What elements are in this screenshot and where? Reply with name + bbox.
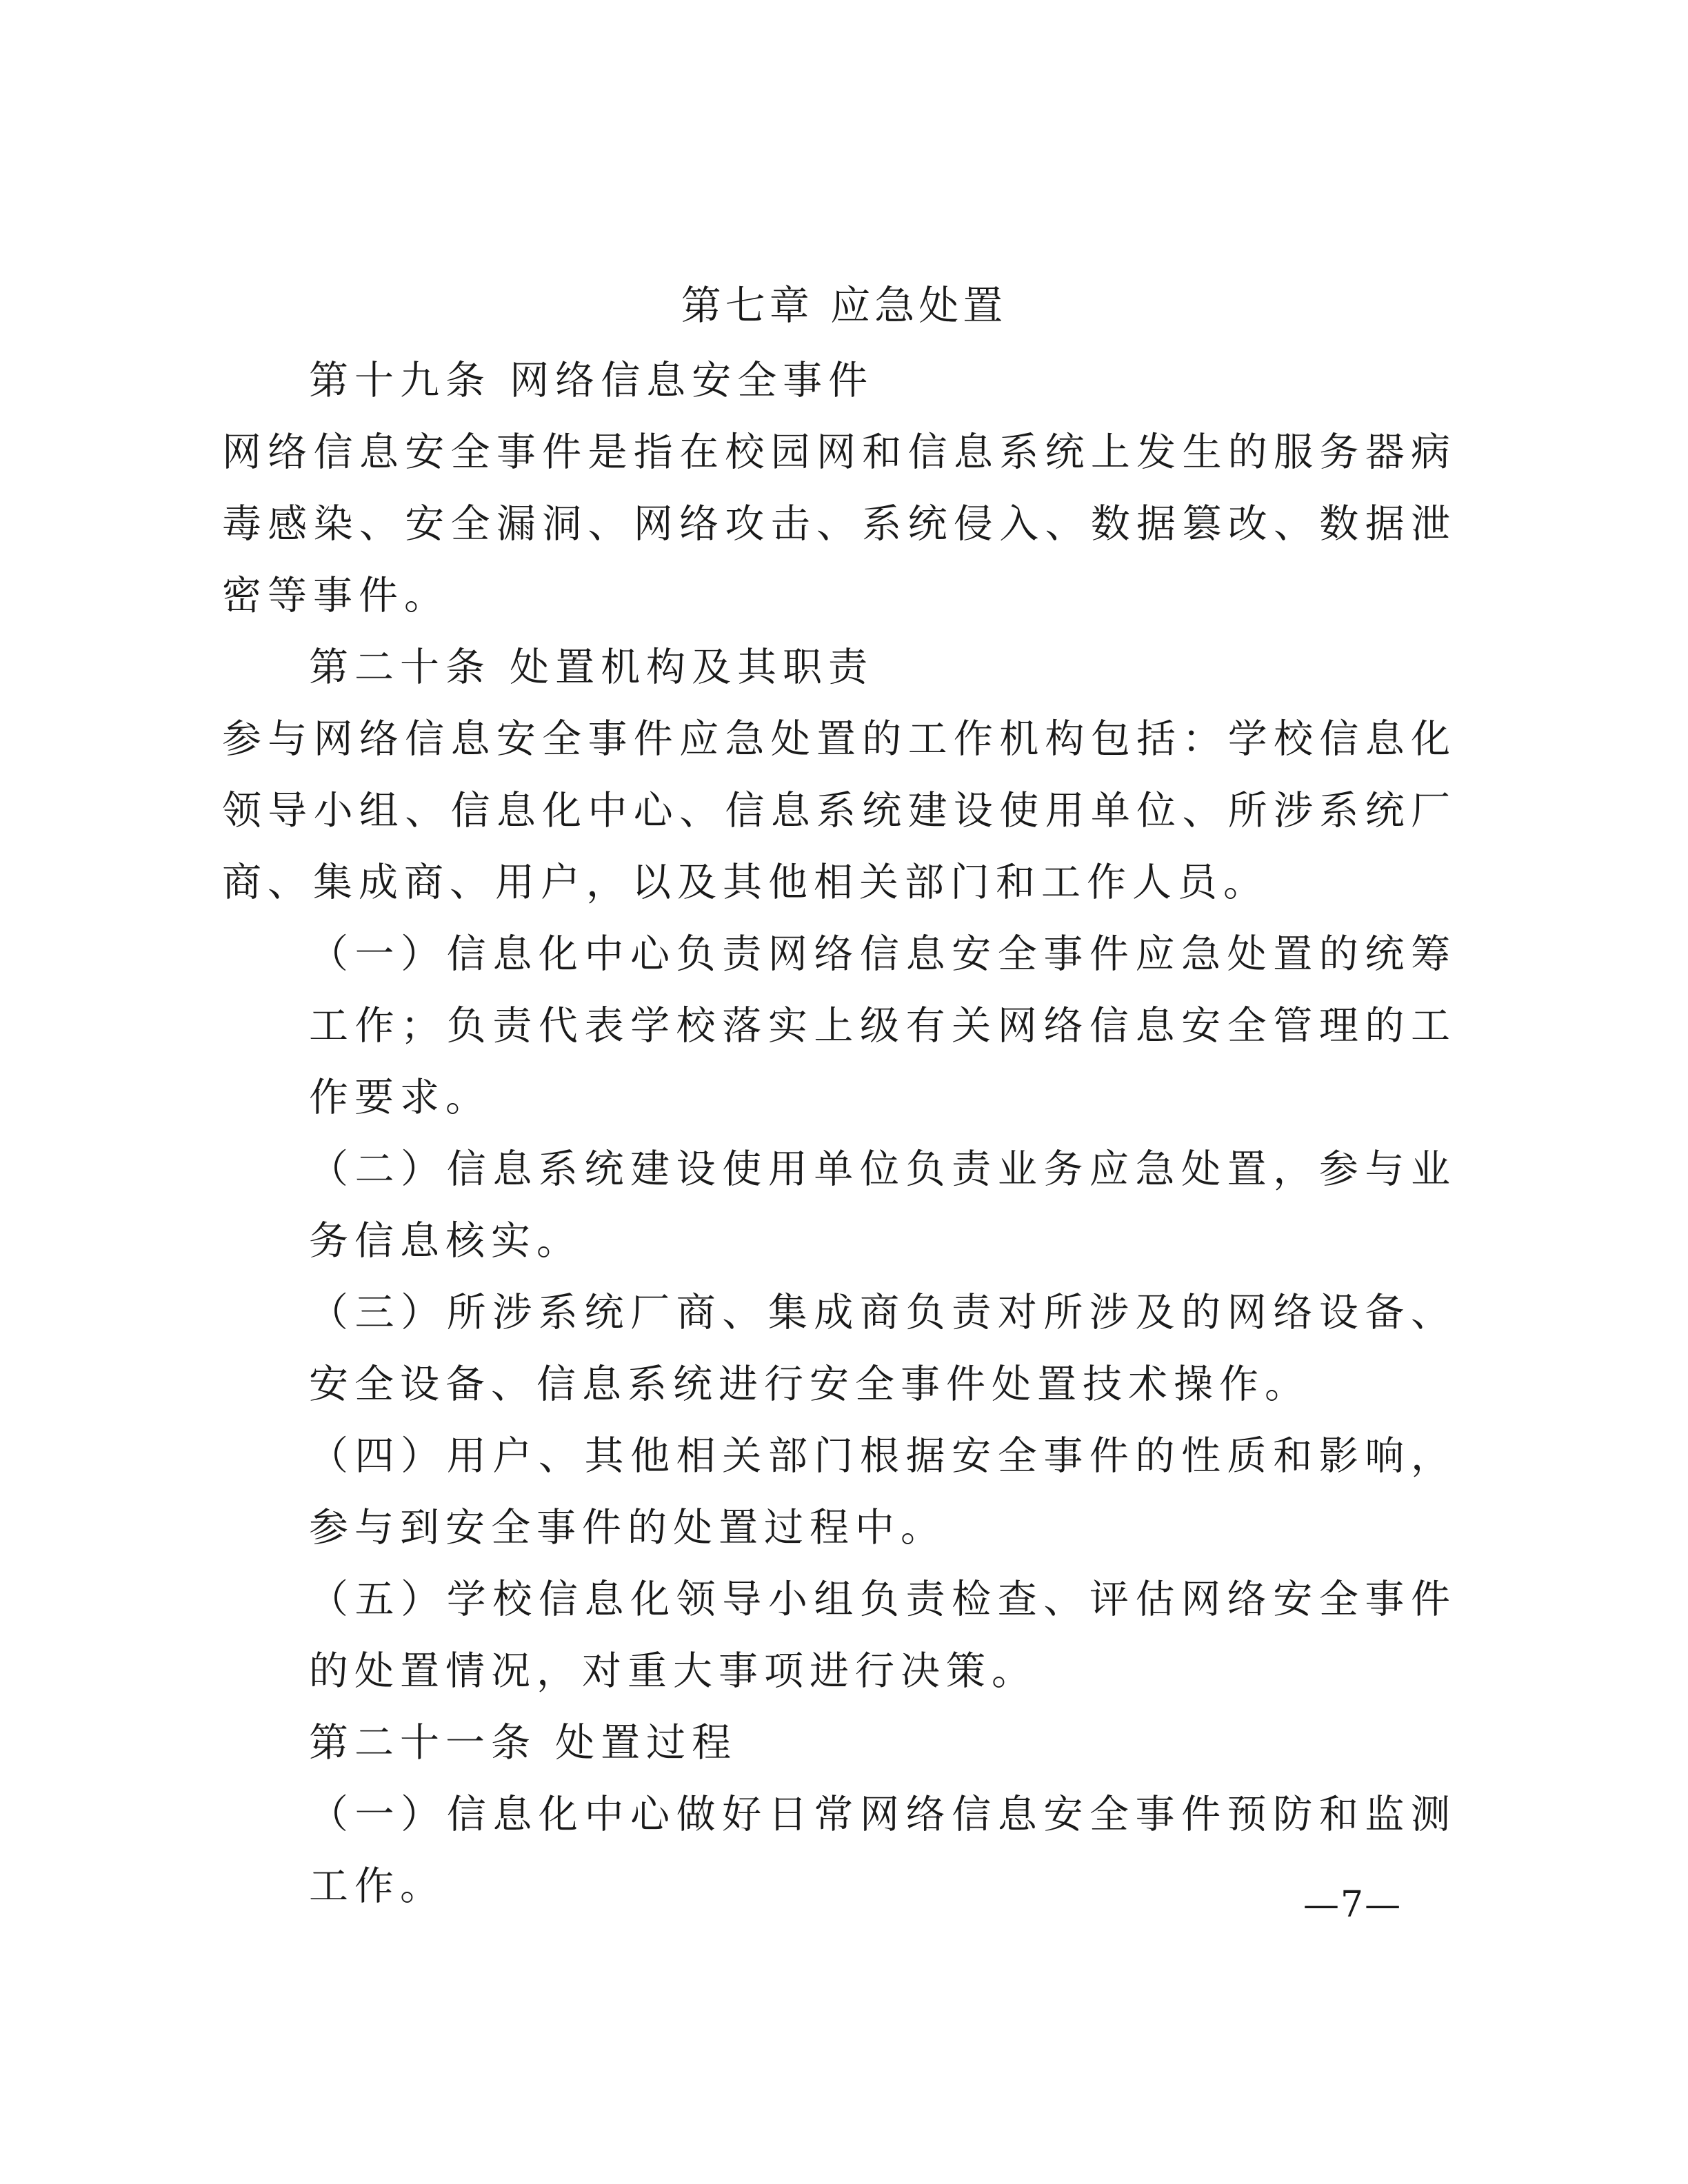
chapter-title: 第七章 应急处置 [681,282,1007,329]
article-20-item-3: （三）所涉系统厂商、集成商负责对所涉及的网络设备、安全设备、信息系统进行安全事件处置技术操作。 [309,1290,1456,1407]
article-21-item-1: （一）信息化中心做好日常网络信息安全事件预防和监测工作。 [309,1792,1456,1909]
article-20-item-4: （四）用户、其他相关部门根据安全事件的性质和影响，参与到安全事件的处置过程中。 [309,1433,1456,1550]
article-20-item-5: （五）学校信息化领导小组负责检查、评估网络安全事件的处置情况，对重大事项进行决策。 [309,1577,1456,1694]
article-19-heading: 第十九条 网络信息安全事件 [309,358,874,403]
article-20-text: 参与网络信息安全事件应急处置的工作机构包括：学校信息化领导小组、信息化中心、信息系统建设使用单位、所涉系统厂商、集成商、用户，以及其他相关部门和工作人员。 [222,716,1456,905]
article-19-text: 网络信息安全事件是指在校园网和信息系统上发生的服务器病毒感染、安全漏洞、网络攻击、系统侵入、数据篡改、数据泄密等事件。 [222,429,1456,618]
article-21-heading: 第二十一条 处置过程 [309,1720,738,1766]
document-body [222,345,1456,1922]
article-20-heading: 第二十条 处置机构及其职责 [309,645,874,690]
article-20-item-2: （二）信息系统建设使用单位负责业务应急处置，参与业务信息核实。 [309,1146,1456,1264]
page-number: —7— [1303,1884,1403,1925]
article-20-item-1: （一）信息化中心负责网络信息安全事件应急处置的统筹工作；负责代表学校落实上级有关网络信息安全管理的工作要求。 [309,931,1456,1120]
